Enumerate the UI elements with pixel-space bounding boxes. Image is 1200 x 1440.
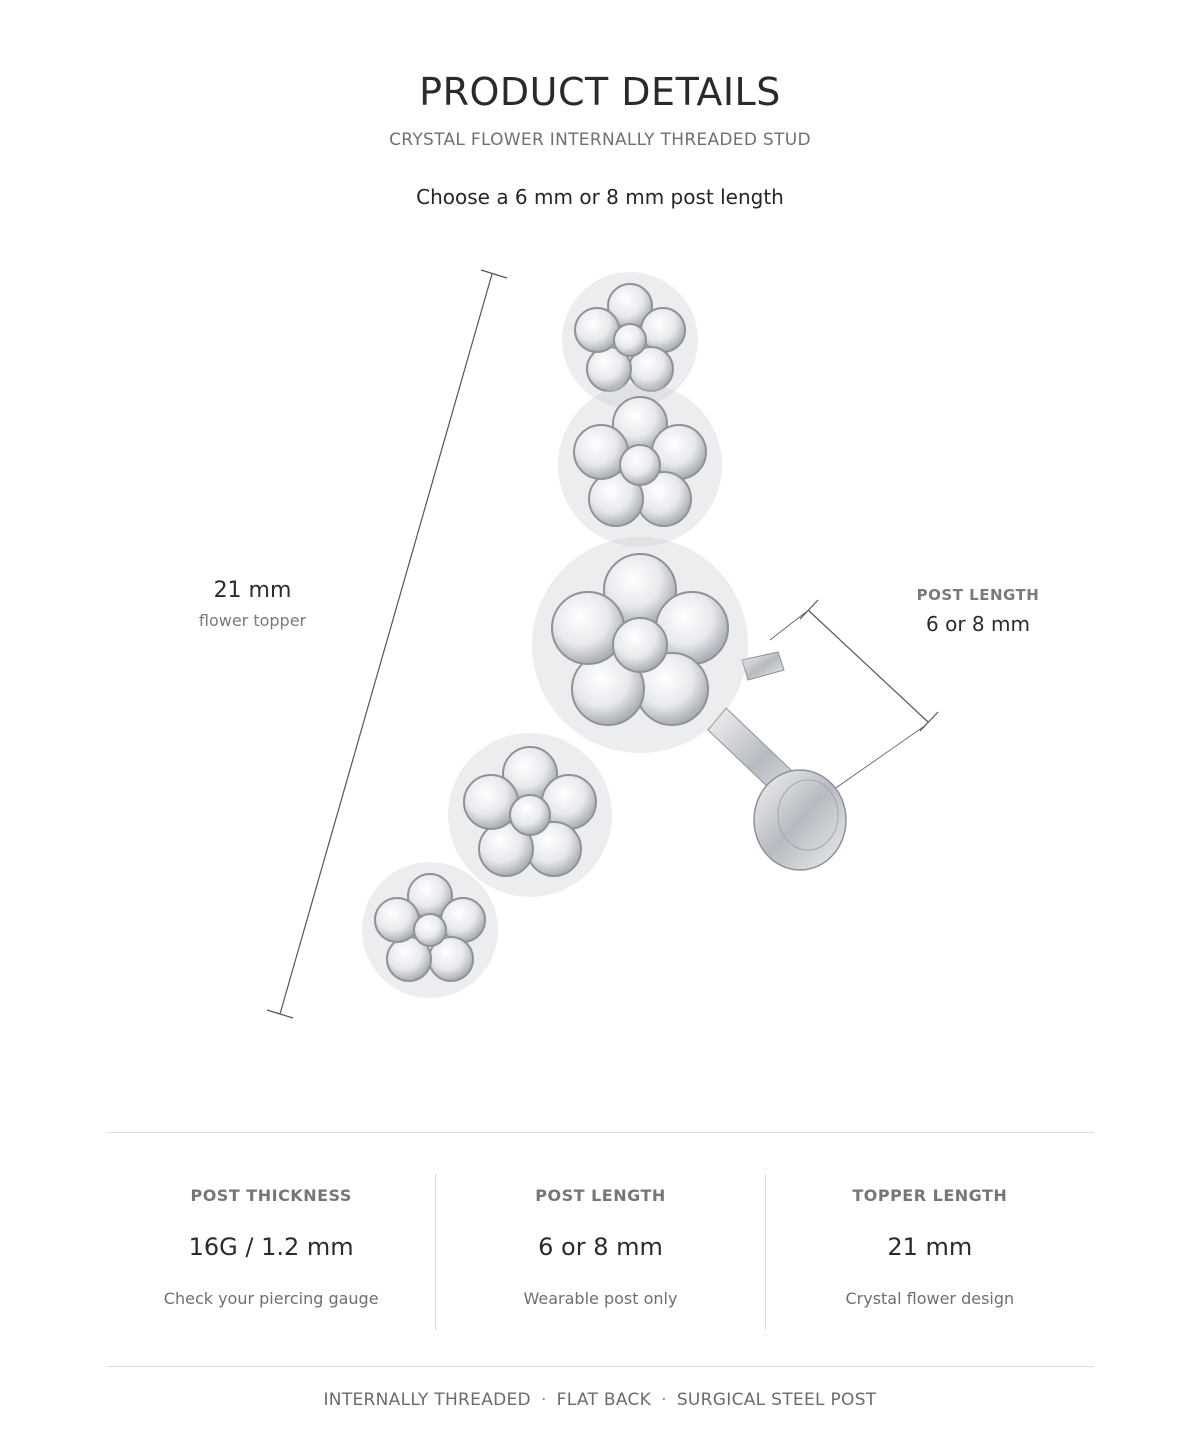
crystal-flower-3	[532, 537, 748, 753]
crystal-flower-cluster	[362, 272, 748, 998]
spec-label: POST THICKNESS	[190, 1186, 352, 1205]
post-dimension-title: POST LENGTH	[916, 586, 1040, 604]
feature-flat-back: FLAT BACK	[556, 1390, 652, 1410]
spec-value: 6 or 8 mm	[538, 1233, 663, 1261]
topper-dimension-label	[150, 578, 355, 630]
divider-bottom	[107, 1366, 1094, 1367]
spec-note: Wearable post only	[523, 1289, 678, 1308]
feature-internally-threaded: INTERNALLY THREADED	[323, 1390, 531, 1410]
page-title: PRODUCT DETAILS	[419, 70, 781, 114]
product-subtitle: CRYSTAL FLOWER INTERNALLY THREADED STUD	[389, 130, 811, 150]
footer-separator: ·	[661, 1390, 667, 1410]
spec-value: 16G / 1.2 mm	[188, 1233, 354, 1261]
feature-surgical-steel-post: SURGICAL STEEL POST	[676, 1390, 877, 1410]
spec-label: TOPPER LENGTH	[852, 1186, 1008, 1205]
spec-note: Crystal flower design	[845, 1289, 1015, 1308]
spec-post-length	[435, 1174, 764, 1330]
topper-dimension-caption: flower topper	[198, 611, 307, 630]
post-dimension-value: 6 or 8 mm	[926, 612, 1030, 636]
spec-value: 21 mm	[887, 1233, 973, 1261]
footer-separator: ·	[540, 1390, 547, 1410]
spec-label: POST LENGTH	[535, 1186, 666, 1205]
divider-top	[107, 1132, 1094, 1133]
spec-table	[107, 1174, 1094, 1330]
post-dimension-label	[878, 586, 1078, 636]
crystal-flower-5	[362, 862, 498, 998]
post-length-choice-text: Choose a 6 mm or 8 mm post length	[416, 185, 784, 209]
crystal-flower-4	[448, 733, 612, 897]
spec-note: Check your piercing gauge	[163, 1289, 379, 1308]
crystal-flower-2	[558, 383, 722, 547]
feature-footer	[0, 1390, 1200, 1410]
spec-topper-length	[765, 1174, 1094, 1330]
topper-dimension-value: 21 mm	[213, 578, 292, 603]
spec-post-thickness	[107, 1174, 435, 1330]
